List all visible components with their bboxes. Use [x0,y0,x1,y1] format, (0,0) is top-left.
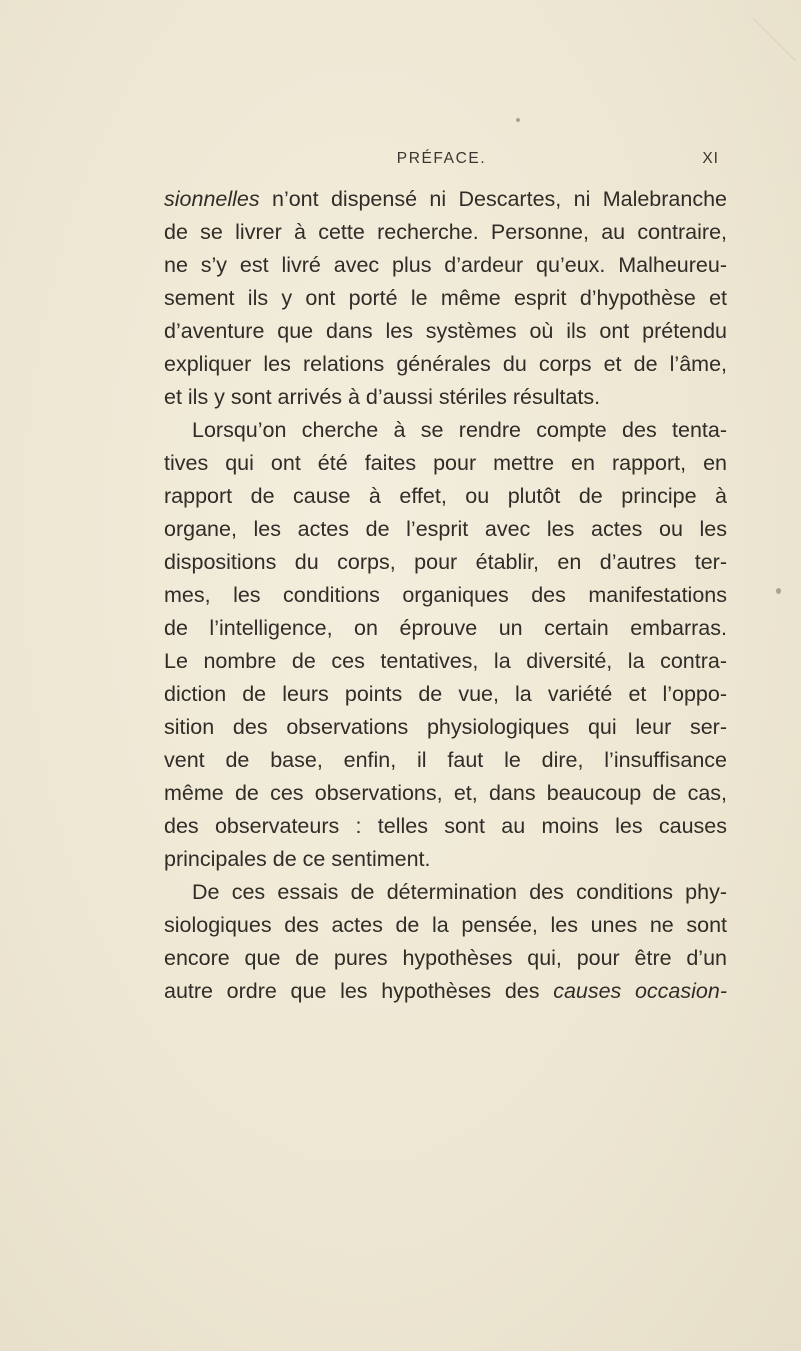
italic-text: sionnelles [164,187,260,211]
text-run: de l’intelligence, on éprouve un certain embarras. [164,616,727,640]
text-run: De ces essais de détermination des conditions phy- [192,880,727,904]
page-header [164,148,719,172]
text-run: Le nombre de ces tentatives, la diversité, la contra- [164,649,727,673]
text-line [164,381,727,414]
text-line [164,909,727,942]
text-run: des observateurs : telles sont au moins les causes [164,814,727,838]
text-line [164,414,727,447]
page-number: XI [702,150,719,167]
text-run: sition des observations physiologiques qui leur ser- [164,715,727,739]
body-text [164,183,727,1008]
text-line [164,810,727,843]
text-run: principales de ce sentiment. [164,847,431,871]
text-run: autre ordre que les hypothèses des [164,979,554,1003]
running-title: PRÉFACE. [396,150,487,167]
text-run: tives qui ont été faites pour mettre en rapport, en [164,451,727,475]
text-run: vent de base, enfin, il faut le dire, l’insuffisance [164,748,727,772]
text-line [164,843,727,876]
text-run: sement ils y ont porté le même esprit d’hypothèse et [164,286,727,310]
text-run: n’ont dispensé ni Descartes, ni Malebranche [259,187,727,211]
ink-speck [776,588,781,594]
text-line [164,711,727,744]
text-line [164,513,727,546]
ink-speck [516,118,520,122]
text-line [164,777,727,810]
italic-text: causes occasion- [553,979,727,1003]
text-run: mes, les conditions organiques des manifestations [164,583,727,607]
text-run: ne s’y est livré avec plus d’ardeur qu’eux. Malheureu- [164,253,727,277]
text-run: de se livrer à cette recherche. Personne, au contraire, [164,220,727,244]
text-run: Lorsqu’on cherche à se rendre compte des tenta- [192,418,727,442]
text-run: organe, les actes de l’esprit avec les actes ou les [164,517,727,541]
text-line [164,612,727,645]
text-run: et ils y sont arrivés à d’aussi stériles résultats. [164,385,601,409]
text-line [164,183,727,216]
text-line [164,315,727,348]
text-line [164,876,727,909]
page-fold-mark [710,18,796,104]
text-line [164,447,727,480]
text-line [164,282,727,315]
text-run: même de ces observations, et, dans beaucoup de cas, [164,781,727,805]
text-line [164,744,727,777]
text-line [164,678,727,711]
text-line [164,216,727,249]
text-run: diction de leurs points de vue, la variété et l’oppo- [164,682,727,706]
text-line [164,249,727,282]
text-run: dispositions du corps, pour établir, en d’autres ter- [164,550,727,574]
text-line [164,348,727,381]
text-run: encore que de pures hypothèses qui, pour être d’un [164,946,727,970]
text-line [164,546,727,579]
text-run: siologiques des actes de la pensée, les unes ne sont [164,913,727,937]
text-line [164,579,727,612]
text-line [164,645,727,678]
text-line [164,942,727,975]
text-run: expliquer les relations générales du corps et de l’âme, [164,352,727,376]
text-line [164,480,727,513]
text-line [164,975,727,1008]
text-run: d’aventure que dans les systèmes où ils ont prétendu [164,319,727,343]
text-run: rapport de cause à effet, ou plutôt de principe à [164,484,727,508]
